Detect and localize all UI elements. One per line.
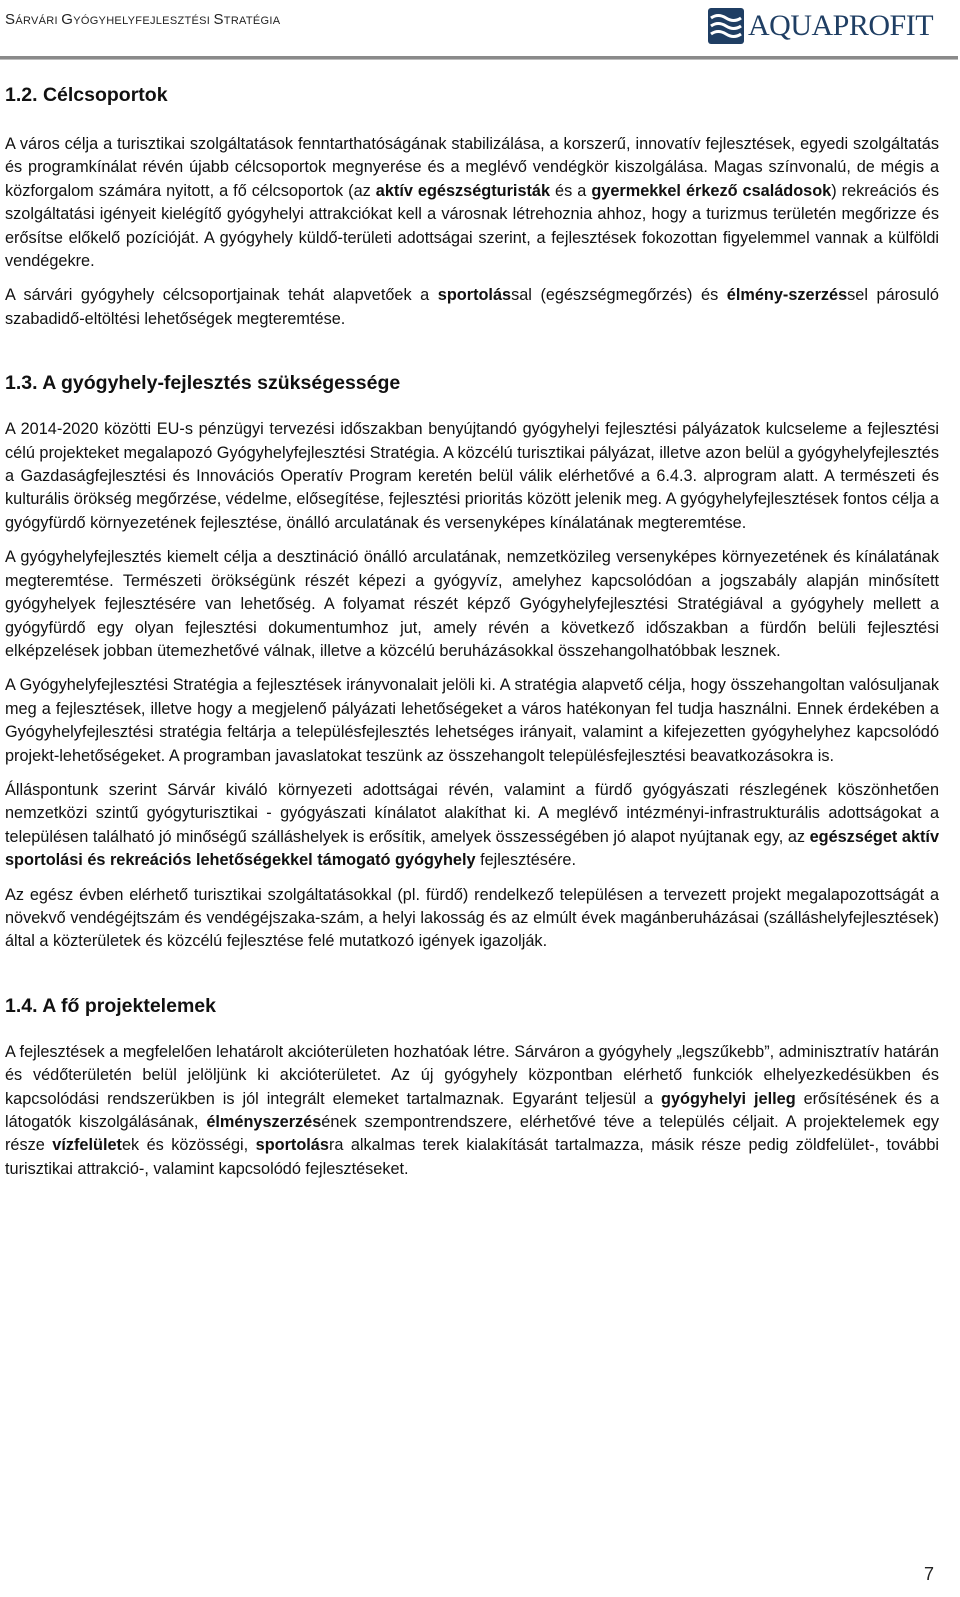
bold-text: egészséget aktív sportolási és rekreációs lehetőségekkel támogató gyógyhely [5, 827, 939, 870]
bold-text: aktív egészségturisták [375, 181, 551, 200]
text-run: sel párosuló szabadidő-eltöltési lehetőségek megteremtése. [5, 286, 939, 328]
body-paragraph [5, 674, 939, 768]
aquaprofit-wave-logo-icon [708, 8, 744, 44]
bold-text: gyógyhelyi jelleg [661, 1089, 796, 1108]
text-run: sal (egészségmegőrzés) és [511, 286, 727, 305]
body-paragraph [5, 1041, 939, 1181]
text-run: erősítésének és a látogatók kiszolgálásának, [5, 1089, 940, 1131]
text-run: ra alkalmas terek kialakítását tartalmazza, másik része pedig zöldfelület-, további turisztikai attrakció-, valamint kapcsolódó fejlesztéseket. [5, 1136, 940, 1178]
text-run: ek és közösségi, [121, 1136, 256, 1155]
section-heading: 1.3. A gyógyhely-fejlesztés szükségessége [5, 372, 401, 395]
bold-text: vízfelület [52, 1136, 122, 1155]
document-title: SÁRVÁRI GYÓGYHELYFEJLESZTÉSI STRATÉGIA [5, 11, 281, 28]
section-heading: 1.4. A fő projektelemek [5, 994, 216, 1017]
bold-text: élmény-szerzés [726, 286, 848, 305]
text-run: Az egész évben elérhető turisztikai szolgáltatásokkal (pl. fürdő) rendelkező településen a tervezett projekt megalapozottságát a növekvő vendégéjtszám és vendégéjszaka-szám, a helyi lakosság és az elmúlt évek magánberuházásai (szálláshelyfejlesztések) által a közterületek és közcélú fejlesztése felé mutatkozó igények igazolják. [5, 885, 939, 951]
text-run: A fejlesztések a megfelelően lehatárolt akcióterületen hozhatóak létre. Sárváron a gyógyhely „legszűkebb”, adminisztratív határán és védőterületén belül jelöljünk ki akcióterületet. Az új gyógyhely központban elérhető funkciók elhelyezkedésükben és kapcsolódási rendszerükben is jól integrált elemeket tartalmaznak. Egyaránt teljesül a [5, 1042, 939, 1108]
text-run: A 2014-2020 közötti EU-s pénzügyi tervezési időszakban benyújtandó gyógyhelyi fejlesztési pályázatok kulcseleme a fejlesztési célú projekteket megalapozó Gyógyhelyfejlesztési Stratégia. A közcélú turisztikai pályázat, illetve azon belül a gyógyhelyfejlesztés a Gazdaságfejlesztési és Innovációs Operatív Program keretén belül válik elérhetővé a 6.4.3. alprogram alatt. A természeti és kulturális örökség megőrzése, védelme, elősegítése, fejlesztési prioritás között jelenik meg. A gyógyhelyfejlesztések fontos célja a gyógyfürdő környezetének fejlesztése, önálló arculatának és versenyképes kínálatának megteremtése. [5, 420, 939, 532]
text-run: Álláspontunk szerint Sárvár kiváló környezeti adottságai révén, valamint a fürdő gyógyászati részlegének köszönhetően nemzetközi szintű gyógyturisztikai - gyógyászati kínálatot alakíthat ki. A meglévő intézményi-infrastrukturális adottságokat a településen található jó minőségű szálláshelyek is erősítik, amelyek összességében jó alapot nyújtanak egy, az [5, 780, 939, 846]
body-paragraph [5, 284, 939, 331]
section-heading: 1.2. Célcsoportok [5, 84, 168, 106]
text-run: A város célja a turisztikai szolgáltatások fenntarthatóságának stabilizálása, a korszerű, innovatív fejlesztések, egyedi szolgáltatás és programkínálat révén újabb célcsoportok megnyerése és a meglévő vendégkör kiszolgálása. Magas színvonalú, de mégis a közforgalom számára nyitott, a fő célcsoportok (az [5, 135, 939, 200]
bold-text: gyermekkel érkező családosok [591, 181, 832, 200]
logo-text: AQUAPROFIT [748, 9, 934, 42]
bold-text: sportolás [255, 1136, 329, 1155]
body-paragraph [5, 418, 939, 535]
text-run: A gyógyhelyfejlesztés kiemelt célja a desztináció önálló arculatának, nemzetközileg versenyképes környezetének és kínálatának megteremtése. Természeti örökségünk részét képezi a gyógyvíz, amelyhez kapcsolódóan a jogszabály alapján minősített gyógyhelyek fejlesztésére van lehetőség. A folyamat részét képző Gyógyhelyfejlesztési Stratégiával a gyógyhely mellett a gyógyfürdő egy olyan fejlesztési dokumentumhoz jut, amely révén a következő időszakban a fürdőn belüli fejlesztési elképzelések jobban ütemezhetővé válnak, illetve a közcélú beruházásokkal összehangolhatóbbak lesznek. [5, 548, 939, 660]
text-run: A Gyógyhelyfejlesztési Stratégia a fejlesztések irányvonalait jelöli ki. A stratégia alapvető célja, hogy összehangoltan valósuljanak meg a fejlesztések, illetve hogy a megjelenő pályázati lehetőségeket a város hatékonyan fel tudja használni. Ennek érdekében a Gyógyhelyfejlesztési stratégia feltárja a településfejlesztés lehetséges irányait, valamint a kifejezetten gyógyhelyhez kapcsolódó projekt-lehetőségeket. A programban javaslatokat teszünk az összehangolt településfejlesztési beavatkozásokra is. [5, 676, 939, 765]
text-run: és a [550, 181, 592, 200]
page-header [0, 0, 960, 68]
bold-text: élményszerzés [206, 1113, 322, 1131]
text-run: A sárvári gyógyhely célcsoportjainak tehát alapvetőek a [5, 286, 438, 305]
body-paragraph [5, 546, 939, 663]
text-run: ) rekreációs és szolgáltatási igényeit kielégítő gyógyhelyi attrakciókat kell a városnak létrehoznia ahhoz, hogy a turizmus területén megőrizze és erősítse előkelő pozícióját. A gyógyhely küldő-területi adottságai szerint, a fejlesztések fokozottan figyelemmel vannak a külföldi vendégekre. [5, 181, 939, 271]
body-paragraph [5, 133, 939, 273]
page-number: 7 [924, 1564, 935, 1584]
body-paragraph [5, 779, 939, 873]
bold-text: sportolás [437, 286, 512, 305]
text-run: fejlesztésére. [475, 851, 576, 870]
document-body [5, 80, 939, 1181]
header-divider [0, 56, 958, 60]
text-run: ének szempontrendszere, elérhetővé téve a település céljait. A projektelemek egy része [5, 1113, 940, 1155]
body-paragraph [5, 884, 939, 954]
aquaprofit-logo [708, 6, 933, 46]
